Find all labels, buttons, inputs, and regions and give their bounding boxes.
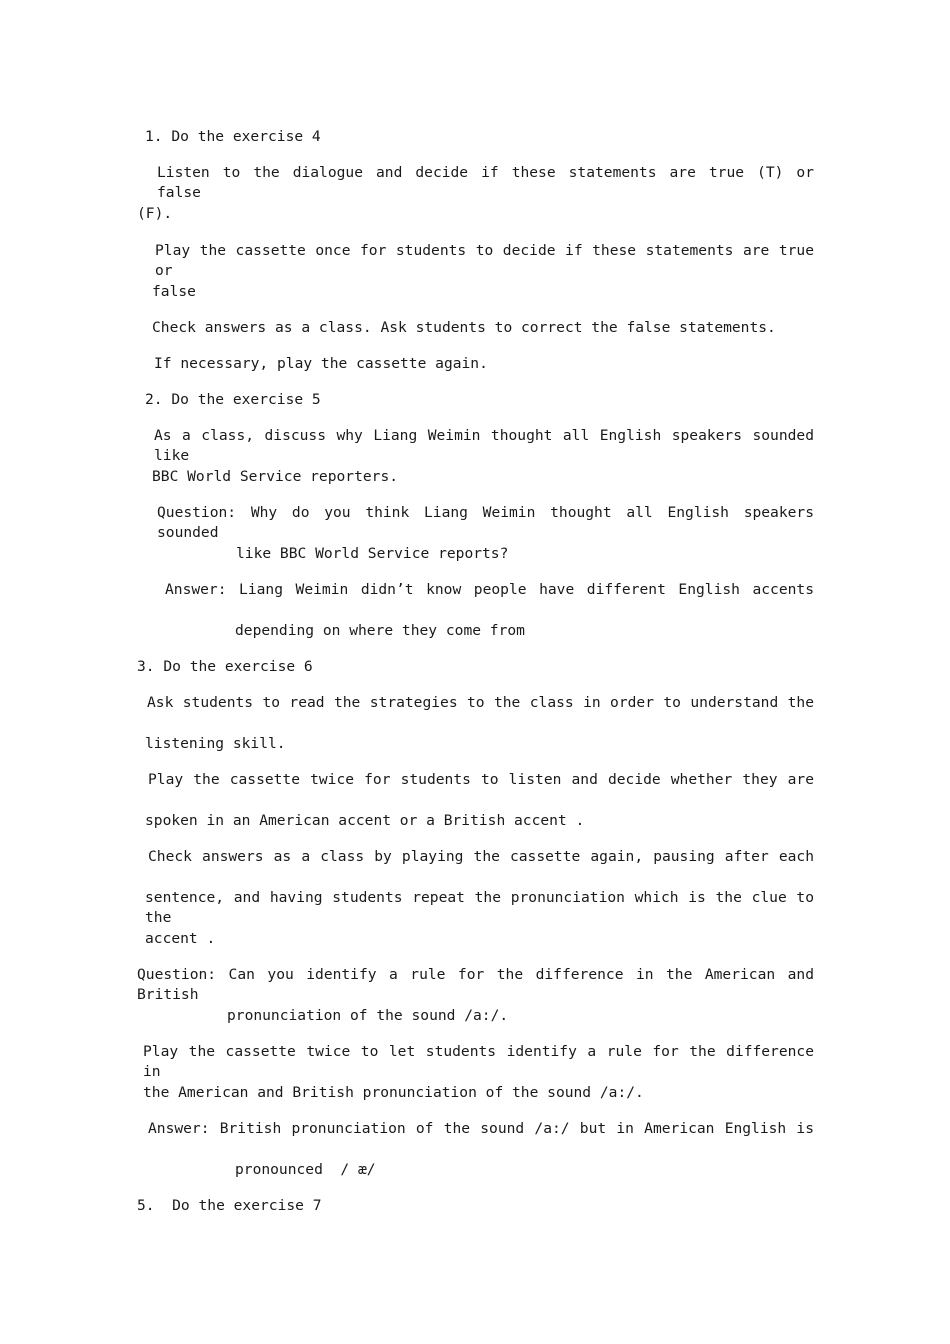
section-3-answer-line-2: pronounced / æ/ xyxy=(235,1161,376,1178)
section-2-answer-line-2: depending on where they come from xyxy=(235,622,525,639)
section-3-question-line-2: pronunciation of the sound /a:/. xyxy=(227,1007,509,1024)
section-1-heading: 1. Do the exercise 4 xyxy=(145,128,321,145)
section-3-heading: 3. Do the exercise 6 xyxy=(137,658,313,675)
section-1-para-2-line-2: false xyxy=(152,283,196,300)
section-2-para-1-line-1: As a class, discuss why Liang Weimin thought all English speakers sounded like xyxy=(154,427,814,464)
section-2-heading: 2. Do the exercise 5 xyxy=(145,391,321,408)
section-2-question-line-1: Question: Why do you think Liang Weimin thought all English speakers sounded xyxy=(157,504,814,541)
section-2-question-line-2: like BBC World Service reports? xyxy=(236,545,509,562)
section-3-para-3-line-1: Check answers as a class by playing the cassette again, pausing after each xyxy=(148,848,814,865)
section-3-para-3-line-3: accent . xyxy=(145,930,216,947)
section-3-para-1-line-2: listening skill. xyxy=(145,735,286,752)
section-3-answer-line-1: Answer: British pronunciation of the sound /a:/ but in American English is xyxy=(148,1120,814,1137)
section-1-para-4: If necessary, play the cassette again. xyxy=(154,355,488,372)
section-1-para-1-line-1: Listen to the dialogue and decide if these statements are true (T) or false xyxy=(157,164,814,201)
section-1-para-3: Check answers as a class. Ask students to correct the false statements. xyxy=(152,319,776,336)
section-3-para-1-line-1: Ask students to read the strategies to the class in order to understand the xyxy=(147,694,814,711)
section-3-para-2-line-1: Play the cassette twice for students to listen and decide whether they are xyxy=(148,771,814,788)
section-1-para-2-line-1: Play the cassette once for students to decide if these statements are true or xyxy=(155,242,814,279)
section-3-para-4-line-1: Play the cassette twice to let students identify a rule for the difference in xyxy=(143,1043,814,1080)
section-3-para-4-line-2: the American and British pronunciation of the sound /a:/. xyxy=(143,1084,644,1101)
section-1-para-1-line-2: (F). xyxy=(137,205,173,222)
section-5-heading: 5. Do the exercise 7 xyxy=(137,1197,322,1214)
section-3-para-2-line-2: spoken in an American accent or a British accent . xyxy=(145,812,585,829)
section-2-para-1-line-2: BBC World Service reporters. xyxy=(152,468,399,485)
section-2-answer-line-1: Answer: Liang Weimin didn’t know people have different English accents xyxy=(165,581,814,598)
section-3-question-line-1: Question: Can you identify a rule for the difference in the American and British xyxy=(137,966,814,1003)
section-3-para-3-line-2: sentence, and having students repeat the pronunciation which is the clue to the xyxy=(145,889,814,926)
